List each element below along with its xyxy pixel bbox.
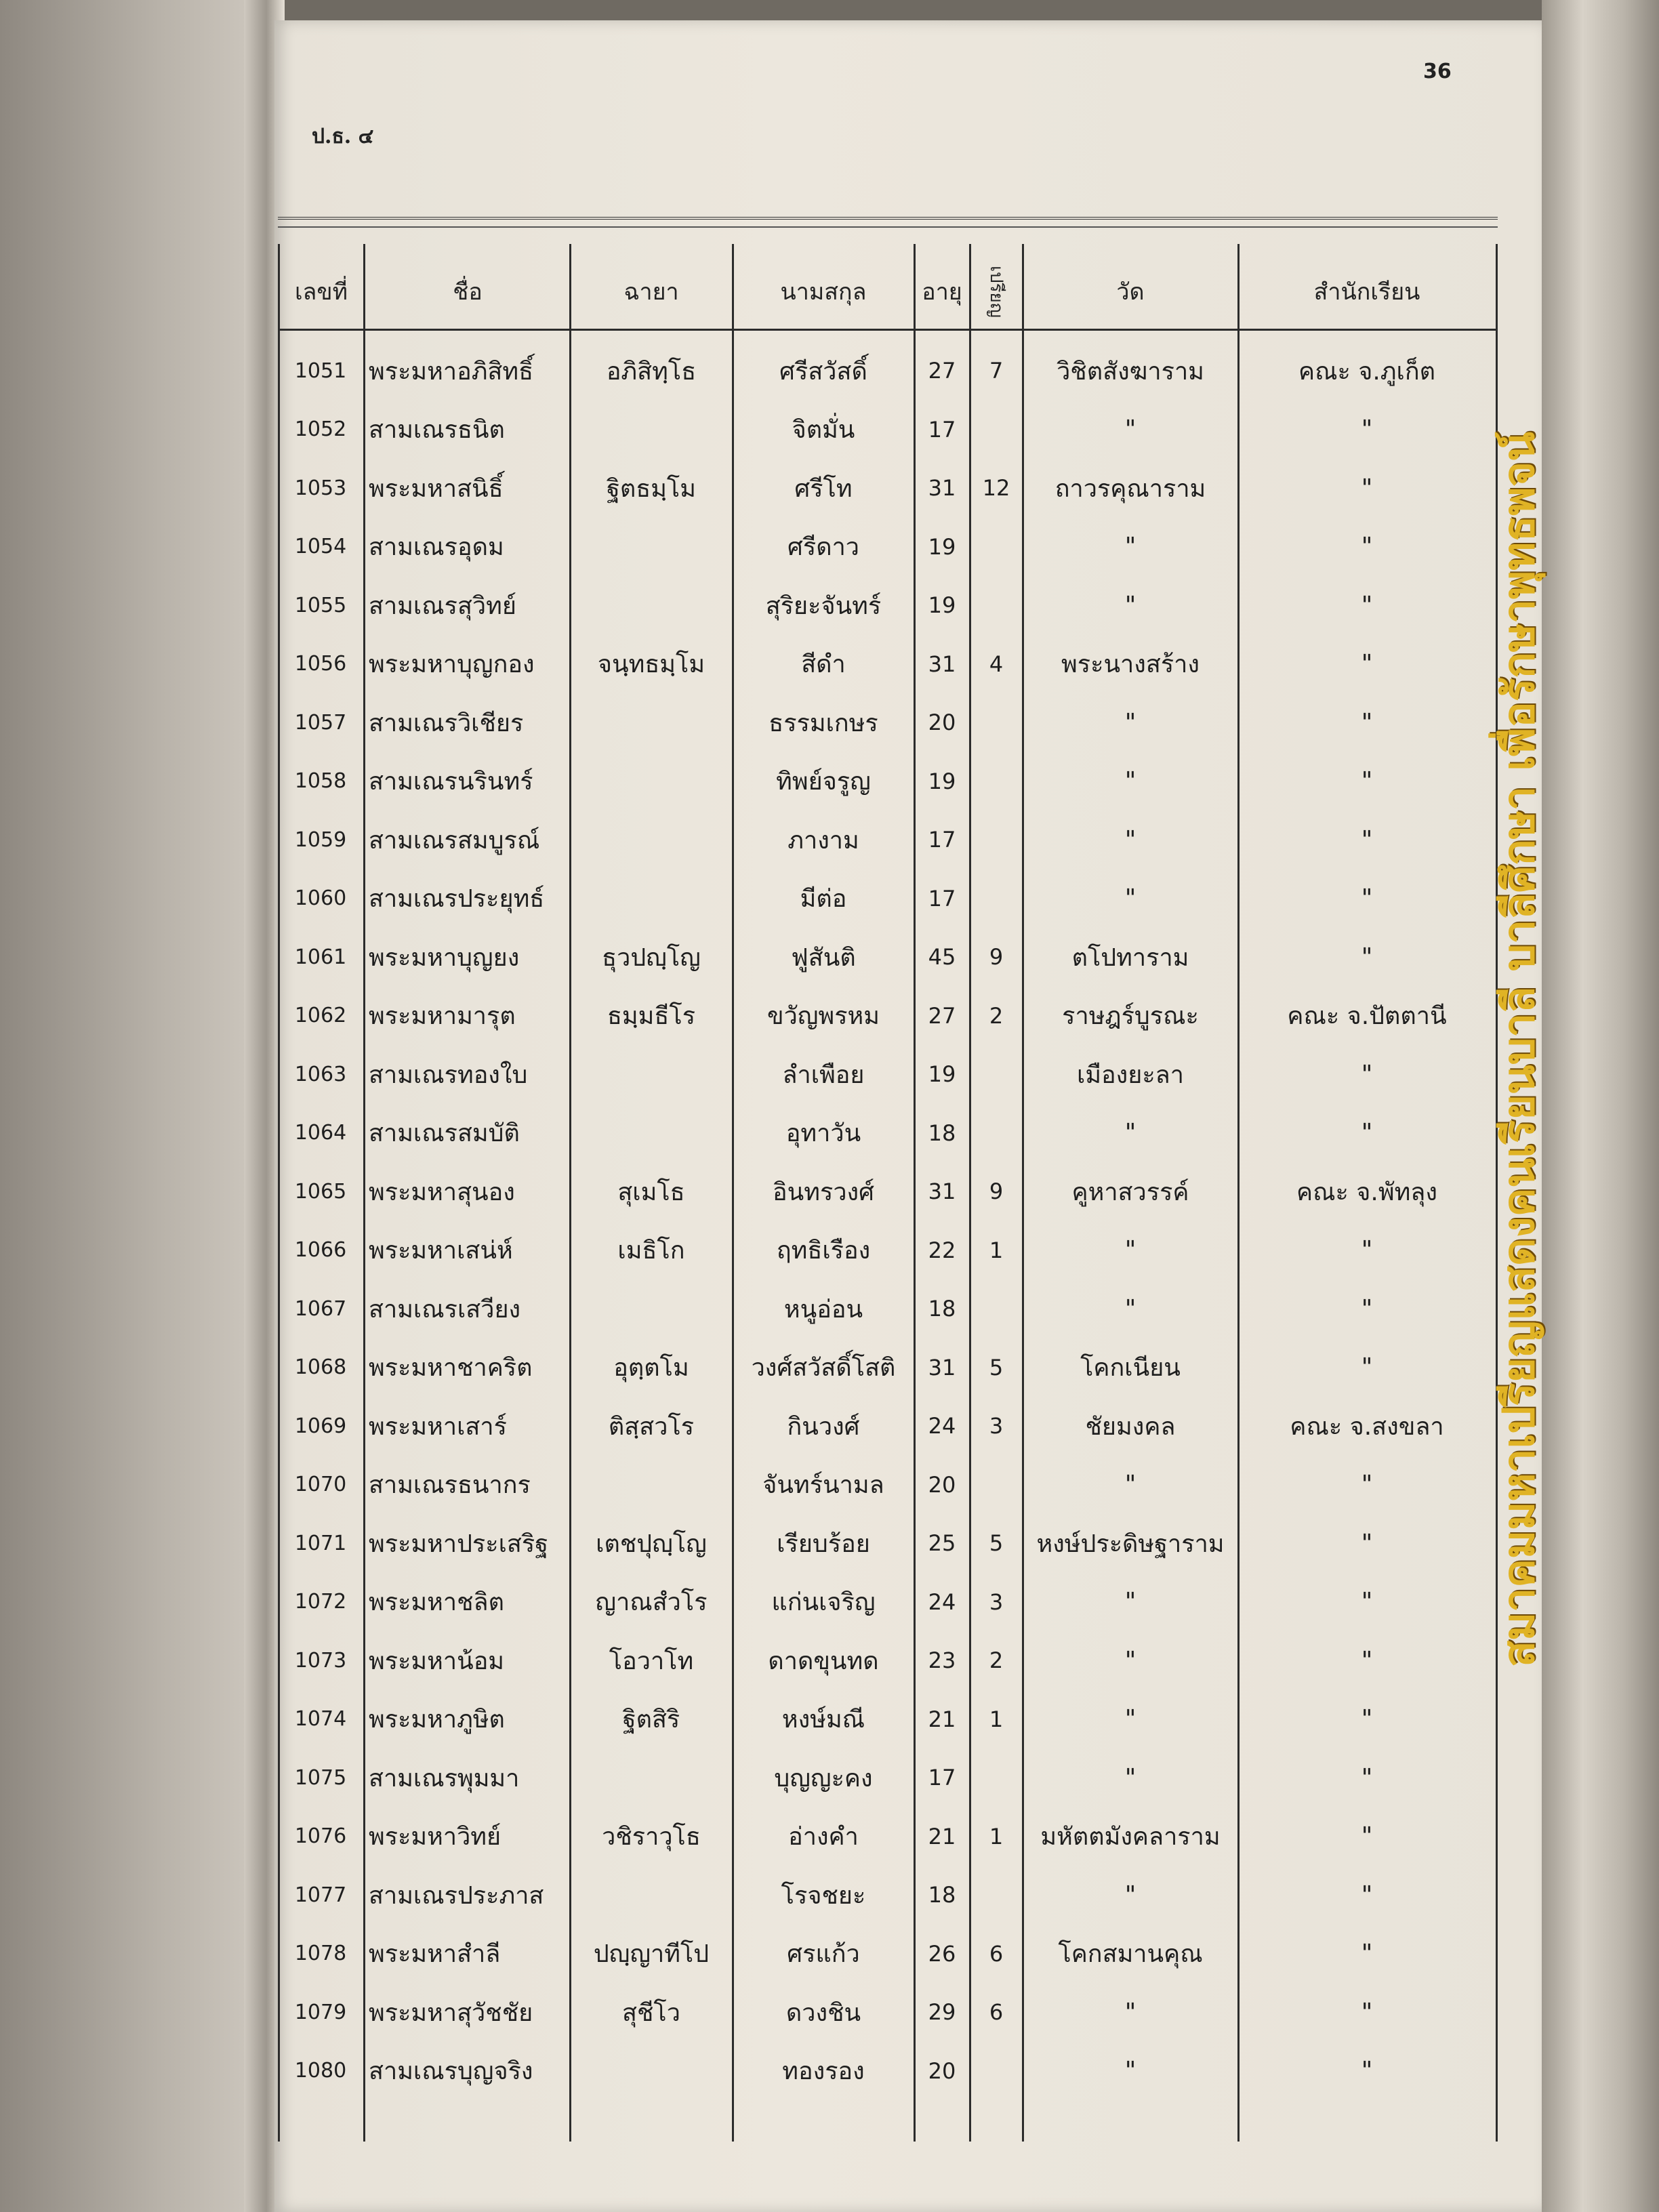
cell-wat: ": [1124, 533, 1136, 560]
cell-wat: เมืองยะลา: [1077, 1061, 1184, 1089]
cell-wat: วิชิตสังฆาราม: [1057, 357, 1204, 386]
cell-age: 18: [928, 1296, 956, 1322]
cell-no: 1076: [294, 1824, 347, 1848]
cell-age: 45: [928, 944, 956, 970]
header-wat: วัด: [1116, 279, 1145, 306]
cell-wat: ": [1124, 1705, 1136, 1733]
cell-school: ": [1361, 1646, 1373, 1675]
cell-name: สามเณรสุวิทย์: [369, 592, 516, 620]
cell-no: 1058: [294, 769, 347, 793]
table-row: [278, 401, 1498, 458]
cell-school: ": [1361, 415, 1373, 443]
cell-school: ": [1361, 1119, 1373, 1147]
cell-level: 5: [989, 1354, 1004, 1380]
cell-surname: สีดำ: [801, 651, 846, 678]
table-row: [278, 1222, 1498, 1279]
header-no: เลขที่: [294, 279, 348, 306]
cell-wat: ": [1124, 2057, 1136, 2085]
cell-school: คณะ จ.ปัตตานี: [1287, 1002, 1447, 1030]
cell-level: [970, 1105, 1022, 1162]
cell-school: ": [1361, 1998, 1373, 2026]
cell-level: [970, 577, 1022, 634]
cell-school: ": [1361, 943, 1373, 971]
cell-title: [571, 1046, 732, 1103]
cell-surname: ลำเพือย: [782, 1061, 865, 1089]
cell-no: 1052: [294, 417, 347, 441]
table-row: [278, 1866, 1498, 1923]
cell-title: วชิราวุโธ: [602, 1823, 701, 1851]
cell-no: 1064: [294, 1121, 347, 1145]
cell-school: ": [1361, 767, 1373, 795]
cell-wat: ": [1124, 1294, 1136, 1323]
cell-level: [970, 401, 1022, 458]
cell-name: พระมหาภูษิต: [369, 1706, 505, 1734]
cell-school: ": [1361, 1763, 1373, 1792]
cell-title: ญาณสํวโร: [595, 1589, 708, 1616]
cell-title: ธมฺมธีโร: [607, 1002, 696, 1030]
cell-level: [970, 1456, 1022, 1513]
cell-school: ": [1361, 1529, 1373, 1557]
cell-name: พระมหาอภิสิทธิ์: [369, 357, 534, 386]
cell-surname: จิตมั่น: [792, 416, 855, 444]
page-number: 36: [1423, 60, 1452, 83]
cell-surname: แก่นเจริญ: [771, 1589, 876, 1616]
cell-age: 19: [928, 1061, 956, 1087]
cell-school: ": [1361, 1294, 1373, 1323]
cell-school: ": [1361, 474, 1373, 502]
cell-title: ติสฺสวโร: [608, 1412, 695, 1441]
table-row: [278, 1456, 1498, 1513]
table-row: [278, 870, 1498, 927]
cell-level: [970, 694, 1022, 751]
watermark-text: สมาคมมหาเปรียญแสดงคนเรียนบาลี บาลีศึกษา เพื่อรักษาพุทธพจน์: [1494, 432, 1544, 1667]
cell-title: [571, 401, 732, 458]
header-school: สำนักเรียน: [1313, 279, 1420, 306]
cell-name: สามเณรประยุทธ์: [369, 885, 545, 913]
cell-level: 2: [989, 1647, 1004, 1673]
cell-age: 27: [928, 358, 956, 384]
header-surname: นามสกุล: [780, 279, 867, 306]
table-row: [278, 1339, 1498, 1396]
cell-age: 17: [928, 827, 956, 853]
cell-school: ": [1361, 2057, 1373, 2085]
cell-wat: ": [1124, 1119, 1136, 1147]
table-top-border: [278, 217, 1498, 228]
form-code: ป.ธ. ๔: [312, 125, 374, 148]
cell-name: พระมหาเสาร์: [369, 1412, 507, 1441]
cell-name: พระมหาน้อม: [369, 1647, 505, 1675]
cell-no: 1053: [294, 476, 347, 500]
cell-wat: ": [1124, 1998, 1136, 2026]
cell-surname: หงษ์มณี: [781, 1706, 865, 1734]
cell-title: ฐิตธมฺโม: [606, 474, 696, 503]
cell-age: 22: [928, 1237, 956, 1263]
cell-name: สามเณรธนากร: [369, 1471, 531, 1499]
table-row: [278, 811, 1498, 868]
cell-age: 18: [928, 1882, 956, 1908]
cell-wat: ": [1124, 415, 1136, 443]
cell-title: เมธิโก: [617, 1237, 685, 1265]
cell-title: ฐิตสิริ: [622, 1706, 680, 1734]
cell-wat: ": [1124, 1646, 1136, 1675]
cell-school: คณะ จ.พัทลุง: [1296, 1178, 1437, 1206]
cell-age: 25: [928, 1530, 956, 1556]
cell-title: [571, 811, 732, 868]
cell-title: [571, 694, 732, 751]
cell-age: 24: [928, 1589, 956, 1615]
cell-wat: คูหาสวรรค์: [1071, 1178, 1189, 1206]
cell-surname: อ่างคำ: [788, 1823, 859, 1851]
cell-surname: ศรีโท: [794, 474, 853, 503]
cell-surname: ธรรมเกษร: [769, 709, 878, 737]
cell-school: ": [1361, 1060, 1373, 1088]
cell-level: 1: [989, 1706, 1004, 1732]
cell-name: พระมหาชลิต: [369, 1589, 504, 1616]
cell-wat: โคกเนียน: [1080, 1354, 1181, 1382]
cell-name: พระมหาวิทย์: [369, 1823, 501, 1851]
cell-name: สามเณรสมบูรณ์: [369, 826, 540, 855]
cell-surname: ศรีดาว: [787, 533, 859, 561]
cell-surname: เรียบร้อย: [777, 1530, 870, 1558]
cell-no: 1067: [294, 1296, 347, 1321]
cell-level: 2: [989, 1002, 1004, 1029]
cell-age: 20: [928, 1471, 956, 1498]
cell-level: [970, 2043, 1022, 2100]
table-row: [278, 636, 1498, 693]
cell-age: 17: [928, 885, 956, 912]
cell-level: 9: [989, 944, 1004, 970]
cell-name: พระมหาประเสริฐ: [369, 1530, 549, 1558]
cell-no: 1056: [294, 652, 347, 676]
cell-surname: หนูอ่อน: [783, 1295, 863, 1324]
table-row: [278, 2043, 1498, 2100]
cell-level: 6: [989, 1940, 1004, 1967]
cell-wat: ": [1124, 884, 1136, 912]
cell-name: สามเณรเสวียง: [369, 1295, 521, 1324]
cell-school: ": [1361, 650, 1373, 678]
cell-age: 31: [928, 651, 956, 677]
cell-title: ธุวปญฺโญ: [602, 943, 701, 972]
cell-level: [970, 1280, 1022, 1337]
cell-no: 1077: [294, 1883, 347, 1907]
cell-wat: ": [1124, 591, 1136, 619]
cell-title: สุเมโธ: [617, 1178, 685, 1206]
cell-no: 1078: [294, 1942, 347, 1965]
cell-age: 31: [928, 475, 956, 501]
cell-name: สามเณรนรินทร์: [369, 768, 533, 796]
table-row: [278, 1749, 1498, 1806]
table-row: [278, 518, 1498, 575]
header-level: [970, 258, 1022, 325]
table-row: [278, 1574, 1498, 1631]
cell-wat: โคกสมานคุณ: [1058, 1940, 1203, 1968]
table-row: [278, 1280, 1498, 1337]
cell-surname: สุริยะจันทร์: [765, 592, 882, 620]
cell-surname: ฤทธิเรือง: [776, 1237, 871, 1265]
cell-age: 18: [928, 1120, 956, 1146]
table-row: [278, 459, 1498, 516]
table-row: [278, 1046, 1498, 1103]
table-row: [278, 1691, 1498, 1748]
table-row: [278, 694, 1498, 751]
header-divider: [278, 329, 1498, 331]
cell-level: 5: [989, 1530, 1004, 1556]
cell-school: ": [1361, 533, 1373, 560]
cell-name: สามเณรทองใบ: [369, 1061, 528, 1089]
cell-wat: ": [1124, 1881, 1136, 1909]
cell-wat: ": [1124, 1236, 1136, 1264]
cell-age: 20: [928, 710, 956, 735]
cell-level: 7: [989, 358, 1004, 384]
cell-school: ": [1361, 1588, 1373, 1616]
cell-no: 1073: [294, 1648, 347, 1673]
cell-wat: ": [1124, 825, 1136, 854]
cell-name: พระมหาสนิธิ์: [369, 474, 504, 503]
cell-title: ปญฺญาทีโป: [593, 1940, 710, 1968]
cell-school: ": [1361, 1353, 1373, 1381]
cell-level: [970, 1866, 1022, 1923]
cell-level: 3: [989, 1589, 1004, 1615]
cell-name: สามเณรวิเชียร: [369, 709, 524, 737]
cell-no: 1072: [294, 1590, 347, 1614]
cell-title: [571, 753, 732, 810]
cell-surname: ทิพย์จรูญ: [776, 768, 871, 796]
cell-school: ": [1361, 1822, 1373, 1850]
cell-surname: อินทรวงศ์: [773, 1178, 874, 1206]
cell-age: 21: [928, 1706, 956, 1732]
cell-surname: จันทร์นามล: [762, 1471, 884, 1499]
cell-name: สามเณรประภาส: [369, 1881, 544, 1910]
cell-title: [571, 2043, 732, 2100]
table-row: [278, 1397, 1498, 1454]
cell-age: 17: [928, 416, 956, 443]
cell-no: 1054: [294, 535, 347, 558]
cell-level: 9: [989, 1179, 1004, 1204]
cell-surname: ดวงชิน: [785, 1999, 861, 2027]
cell-wat: หงษ์ประดิษฐาราม: [1036, 1530, 1225, 1558]
cell-title: โอวาโท: [609, 1647, 694, 1675]
cell-no: 1055: [294, 593, 347, 617]
cell-school: คณะ จ.สงขลา: [1290, 1412, 1444, 1441]
cell-age: 26: [928, 1940, 956, 1967]
table-row: [278, 753, 1498, 810]
cell-title: อภิสิทฺโธ: [606, 357, 697, 386]
cell-surname: ภางาม: [787, 826, 859, 855]
cell-school: ": [1361, 1471, 1373, 1498]
cell-title: [571, 577, 732, 634]
cell-name: สามเณรบุญจริง: [369, 2057, 533, 2085]
cell-name: พระมหาสุวัชชัย: [369, 1999, 533, 2027]
cell-school: ": [1361, 1236, 1373, 1264]
cell-school: คณะ จ.ภูเก็ต: [1298, 357, 1435, 386]
cell-school: ": [1361, 591, 1373, 619]
cell-age: 21: [928, 1823, 956, 1849]
cell-name: พระมหาบุญกอง: [369, 651, 535, 678]
cell-no: 1065: [294, 1179, 347, 1204]
cell-wat: ชัยมงคล: [1085, 1412, 1176, 1441]
table-row: [278, 1105, 1498, 1162]
cell-surname: ดาดขุนทด: [768, 1647, 879, 1675]
cell-age: 17: [928, 1765, 956, 1790]
cell-title: [571, 1456, 732, 1513]
cell-name: สามเณรสมบัติ: [369, 1120, 520, 1147]
cell-age: 31: [928, 1179, 956, 1204]
table-row: [278, 1163, 1498, 1220]
register-table: [278, 217, 1498, 2142]
cell-no: 1074: [294, 1707, 347, 1731]
table-row: [278, 928, 1498, 985]
cell-level: [970, 811, 1022, 868]
cell-name: สามเณรพุมมา: [369, 1764, 520, 1793]
cell-title: เตชปุญฺโญ: [596, 1530, 707, 1558]
cell-school: ": [1361, 1940, 1373, 1967]
cell-surname: โรจชยะ: [781, 1881, 866, 1910]
cell-name: พระมหาชาคริต: [369, 1354, 533, 1382]
cell-level: 3: [989, 1413, 1004, 1439]
cell-level: [970, 753, 1022, 810]
cell-wat: มหัตตมังคลาราม: [1040, 1823, 1221, 1851]
cell-surname: บุญญะคง: [774, 1764, 873, 1793]
cell-wat: ": [1124, 1588, 1136, 1616]
cell-age: 27: [928, 1002, 956, 1029]
cell-wat: ": [1124, 1763, 1136, 1792]
cell-title: [571, 1280, 732, 1337]
cell-title: จนฺทธมฺโม: [597, 651, 705, 678]
cell-name: พระมหาสุนอง: [369, 1178, 515, 1206]
cell-surname: มีต่อ: [800, 885, 847, 913]
header-age: อายุ: [922, 279, 962, 306]
cell-age: 19: [928, 533, 956, 560]
cell-no: 1060: [294, 886, 347, 910]
cell-age: 19: [928, 768, 956, 794]
cell-no: 1079: [294, 2000, 347, 2024]
cell-title: [571, 1866, 732, 1923]
table-row: [278, 987, 1498, 1044]
cell-level: [970, 870, 1022, 927]
table-row: [278, 1515, 1498, 1572]
cell-no: 1059: [294, 827, 347, 852]
cell-age: 23: [928, 1647, 956, 1673]
cell-school: ": [1361, 825, 1373, 854]
table-row: [278, 1984, 1498, 2041]
cell-school: ": [1361, 1705, 1373, 1733]
cell-no: 1061: [294, 945, 347, 969]
cell-no: 1057: [294, 710, 347, 735]
cell-level: 1: [989, 1237, 1004, 1263]
cell-no: 1075: [294, 1765, 347, 1790]
cell-age: 31: [928, 1354, 956, 1380]
cell-name: สามเณรธนิต: [369, 416, 505, 444]
table-row: [278, 1632, 1498, 1689]
cell-no: 1080: [294, 2059, 347, 2083]
cell-level: 4: [989, 651, 1004, 677]
cell-name: สามเณรอุดม: [369, 533, 504, 561]
cell-no: 1066: [294, 1238, 347, 1262]
table-row: [278, 1808, 1498, 1865]
cell-level: [970, 1046, 1022, 1103]
header-title: ฉายา: [623, 279, 679, 306]
cell-school: ": [1361, 1881, 1373, 1909]
cell-title: [571, 1749, 732, 1806]
cell-name: พระมหามารุต: [369, 1002, 516, 1030]
cell-no: 1069: [294, 1414, 347, 1438]
cell-surname: กินวงศ์: [787, 1412, 860, 1441]
cell-surname: ศรีสวัสดิ์: [779, 357, 867, 386]
cell-no: 1063: [294, 1062, 347, 1086]
header-level-text: เปรียญ: [985, 265, 1006, 318]
cell-surname: อุทาวัน: [785, 1120, 861, 1147]
cell-wat: ราษฎร์บูรณะ: [1062, 1002, 1199, 1030]
cell-wat: ตโปทาราม: [1071, 943, 1189, 972]
cell-title: อุตฺตโม: [613, 1354, 689, 1382]
cell-title: [571, 518, 732, 575]
cell-no: 1068: [294, 1355, 347, 1379]
cell-level: 1: [989, 1823, 1004, 1849]
table-row: [278, 577, 1498, 634]
page-stack-edge: [1542, 0, 1659, 2212]
cell-surname: ฟูสันติ: [791, 943, 856, 972]
cell-surname: วงศ์สวัสดิ์โสติ: [751, 1354, 896, 1382]
cell-age: 24: [928, 1413, 956, 1439]
table-row: [278, 1925, 1498, 1982]
cell-no: 1051: [294, 359, 347, 383]
cell-wat: ": [1124, 708, 1136, 737]
cell-no: 1071: [294, 1531, 347, 1555]
cell-age: 29: [928, 1999, 956, 2025]
cell-title: [571, 870, 732, 927]
cell-surname: ขวัญพรหม: [766, 1002, 880, 1030]
cell-name: พระมหาเสน่ห์: [369, 1237, 513, 1265]
cell-wat: ถาวรคุณาราม: [1054, 474, 1206, 503]
table-row: [278, 342, 1498, 399]
cell-school: ": [1361, 708, 1373, 737]
cell-surname: ศรแก้ว: [787, 1940, 860, 1968]
cell-school: ": [1361, 884, 1373, 912]
cell-no: 1062: [294, 1004, 347, 1027]
cell-age: 20: [928, 2057, 956, 2084]
previous-page: [0, 0, 271, 2212]
cell-age: 19: [928, 592, 956, 618]
cell-wat: ": [1124, 767, 1136, 795]
cell-level: [970, 518, 1022, 575]
cell-title: [571, 1105, 732, 1162]
cell-surname: ทองรอง: [782, 2057, 865, 2085]
cell-title: สุชีโว: [622, 1999, 680, 2027]
cell-level: 12: [982, 475, 1010, 501]
header-name: ชื่อ: [453, 279, 483, 306]
cell-level: 6: [989, 1999, 1004, 2025]
cell-level: [970, 1749, 1022, 1806]
cell-wat: ": [1124, 1471, 1136, 1498]
cell-wat: พระนางสร้าง: [1061, 651, 1200, 678]
cell-name: พระมหาสำลี: [369, 1940, 501, 1968]
cell-no: 1070: [294, 1473, 347, 1496]
cell-name: พระมหาบุญยง: [369, 943, 520, 972]
